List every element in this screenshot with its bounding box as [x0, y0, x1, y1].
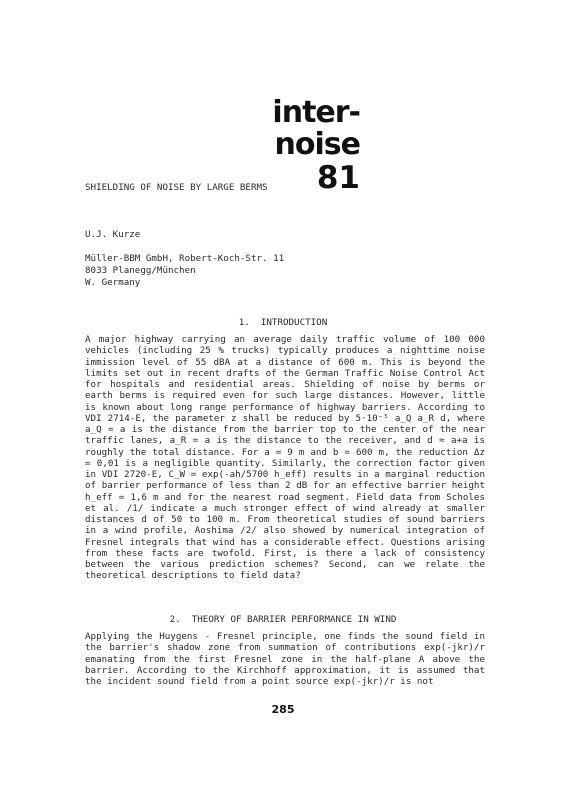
affiliation-line: 8033 Planegg/München: [85, 265, 196, 276]
conference-logo: [200, 95, 360, 196]
section-body-theory: Applying the Huygens - Fresnel principle, one finds the sound field in the barrier's shadow zone from summation of contributions exp(-jkr)/r emanating from the first Fresnel zone in the half-plane A above the barrier. According to the Kirchhoff approximation, it is assumed that the incident sound field from a point source exp(-jkr)/r is not: [85, 631, 485, 687]
affiliation-line: Müller-BBM GmbH, Robert-Koch-Str. 11: [85, 253, 285, 264]
affiliation-line: W. Germany: [85, 277, 141, 288]
page-number: 285: [271, 703, 295, 716]
section-heading-introduction: 1. INTRODUCTION: [238, 317, 328, 328]
logo-line-2: 81: [316, 160, 360, 196]
logo-line-1: inter-noise: [272, 95, 360, 162]
paper-title: SHIELDING OF NOISE BY LARGE BERMS: [85, 182, 268, 193]
section-heading-theory: 2. THEORY OF BARRIER PERFORMANCE IN WIND: [169, 614, 397, 625]
section-body-introduction: A major highway carrying an average daily traffic volume of 100 000 vehicles (including 25 % trucks) typically produces a nighttime noise immission level of 55 dBA at a distance of 600 m. This is beyond the limits set out in recent drafts of the German Traffic Noise Control Act for hospitals and residential areas. Shielding of noise by berms or earth berms is required even for such large distances. However, little is known about long range performance of highway barriers. According to VDI 2714-E, the parameter z shall be reduced by 5·10⁻⁵ a_Q a_R d, where a_Q = a is the distance from the barrier top to the center of the near traffic lanes, a_R = a is the distance to the receiver, and d ≈ a+a is roughly the total distance. For a = 9 m and b = 600 m, the reduction Δz = 0,01 is a negligible quantity. Similarly, the correction factor given in VDI 2720-E, C_W = exp(-ah/5700 h_eff) results in a marginal reduction of barrier performance of less than 2 dB for an effective barrier height h_eff = 1,6 m and for the nearest road segment. Field data from Scholes et al. /1/ indicate a much stronger effect of wind already at smaller distances d of 50 to 100 m. From theoretical studies of sound barriers in a wind profile, Aoshima /2/ also showed by numerical integration of Fresnel integrals that wind has a considerable effect. Questions arising from these facts are twofold. First, is there a lack of consistency between the various prediction schemes? Second, can we relate the theoretical descriptions to field data?: [85, 334, 485, 582]
author: U.J. Kurze: [85, 229, 141, 240]
